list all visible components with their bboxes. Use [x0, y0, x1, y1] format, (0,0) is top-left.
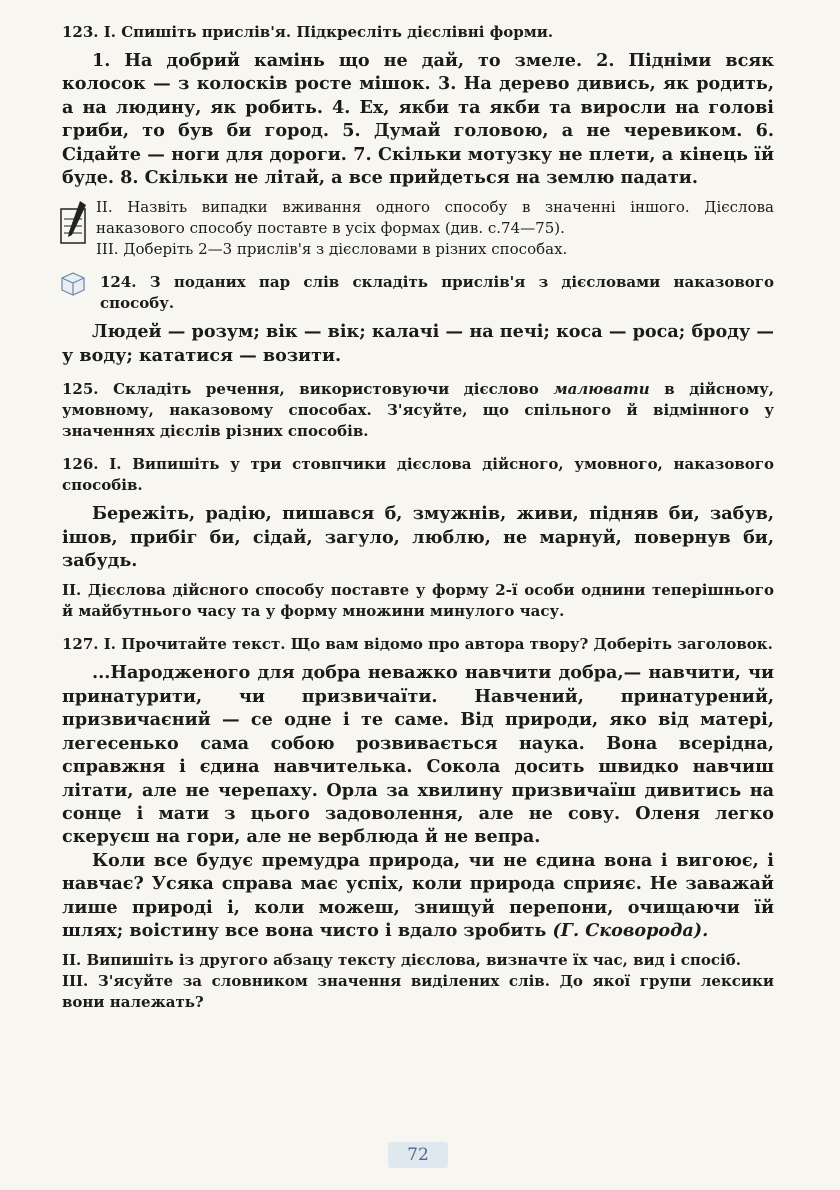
- ex127-para2-text: Коли все будує премудра природа, чи не єдина вона і вигоює, і навчає? Усяка справа має успіх, коли природа сприяє. Не заважай лише природі і, коли можеш, знищуй перепони, очищаючи їй шлях; воістину все вона чисто і вдало зробить: [62, 849, 774, 941]
- ex126-title-text: 126. І. Випишіть у три стовпчики дієслова дійсного, умовного, наказового способів.: [62, 455, 774, 495]
- exercise-123-text: 1. На добрий камінь що не дай, то змеле. 2. Підніми всяк колосок — з колосків росте мішок. 3. На дерево дивись, як родить, а на людину, як робить. 4. Ех, якби та якби та виросли на голові гриби, то був би город. 5. Думай головою, а не черевиком. 6. Сідайте — ноги для дороги. 7. Скільки мотузку не плети, а кінець їй буде. 8. Скільки не літай, а все прийдеться на землю падати.: [62, 50, 774, 189]
- ex126-task2-text: ІІ. Дієслова дійсного способу поставте у форму 2-ї особи однини теперішнього й майбутнього часу та у форму множини минулого часу.: [62, 581, 774, 621]
- exercise-123-tasks: [62, 197, 774, 260]
- exercise-126-title: [62, 454, 774, 496]
- ex123-title-text: 123. І. Спишіть прислів'я. Підкресліть дієслівні форми.: [62, 23, 554, 41]
- ex127-author: (Г. Сковорода).: [552, 919, 709, 941]
- exercise-126-text: Бережіть, радію, пишався б, змужнів, живи, підняв би, забув, ішов, прибіг би, сідай, загуло, люблю, не марнуй, повернув би, забудь.: [62, 503, 774, 572]
- exercise-124-title: [100, 272, 774, 314]
- exercise-123-task3: ІІІ. Доберіть 2—3 прислів'я з дієсловами в різних способах.: [96, 240, 568, 259]
- exercise-123-task2: ІІ. Назвіть випадки вживання одного способу в значенні іншого. Дієслова наказового способу поставте в усіх формах (див. с.74—75).: [96, 198, 774, 238]
- exercise-127-task2: [62, 950, 774, 971]
- cube-icon: [60, 271, 86, 297]
- exercise-124: [62, 272, 774, 314]
- exercise-127-task3: [62, 971, 774, 1013]
- ex127-task2-text: ІІ. Випишіть із другого абзацу тексту дієслова, визначте їх час, вид і спосіб.: [62, 951, 741, 970]
- exercise-126-task2: [62, 580, 774, 622]
- ex127-task3-text: ІІІ. З'ясуйте за словником значення виділених слів. До якої групи лексики вони належать?: [62, 972, 774, 1012]
- ex125-after: в дійсному, умовному, наказовому способах. З'ясуйте, що спільного й відмінного у значеннях дієслів різних способів.: [62, 380, 774, 441]
- ex127-title-text: 127. І. Прочитайте текст. Що вам відомо про автора твору? Доберіть заголовок.: [62, 635, 773, 654]
- page-number: 72: [388, 1142, 448, 1168]
- ex125-italic-word: малювати: [553, 380, 650, 399]
- exercise-127-para2: [62, 849, 774, 943]
- ex124-title-text: 124. З поданих пар слів складіть прислів'я з дієсловами наказового способу.: [100, 273, 774, 313]
- exercise-125: [62, 379, 774, 442]
- exercise-127-title: [62, 634, 774, 655]
- exercise-123-title: [62, 22, 774, 43]
- exercise-127-para1: ...Народженого для добра неважко навчити добра,— навчити, чи принатурити, чи призвичаїти. Навчений, принатурений, призвичаєний — се одне і те саме. Від природи, яко від матері, легесенько сама собою розвивається наука. Вона всерідна, справжня і єдина навчителька. Сокола досить швидко навчиш літати, але не черепаху. Орла за хвилину призвичаїш дивитись на сонце і мати з цього задоволення, але не сову. Оленя легко скеруєш на гори, але не верблюда й не вепра.: [62, 662, 774, 848]
- exercise-124-text: Людей — розум; вік — вік; калачі — на печі; коса — роса; броду — у воду; кататися — возити.: [62, 321, 774, 366]
- ex125-before: 125. Складіть речення, використовуючи дієслово: [62, 380, 554, 399]
- textbook-page: [62, 22, 774, 1013]
- pen-icon: [60, 199, 88, 245]
